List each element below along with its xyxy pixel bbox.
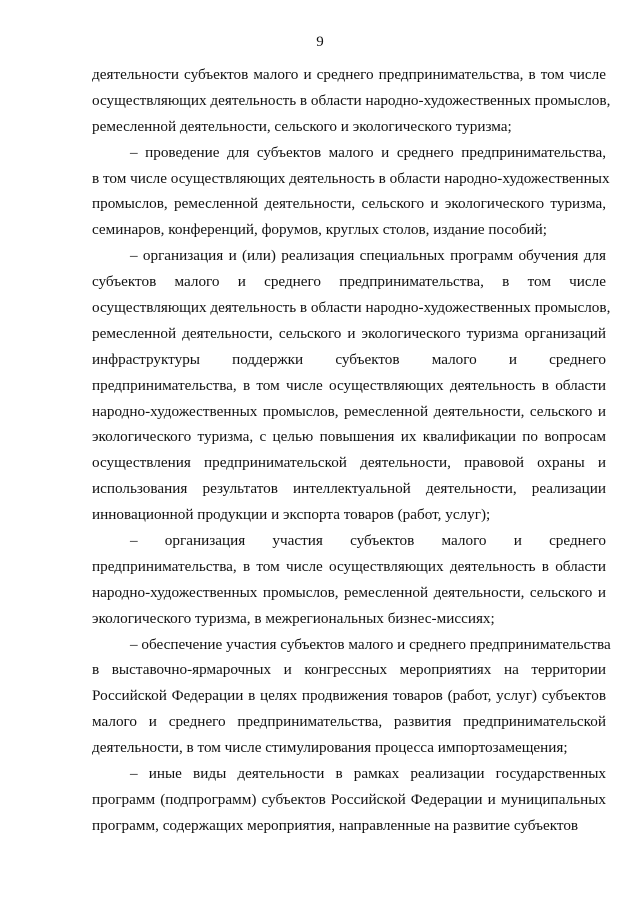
- text-line: экологического туризма, в межрегиональных бизнес-миссиях;: [92, 609, 495, 627]
- text-line: инновационной продукции и экспорта товаров (работ, услуг);: [92, 506, 491, 524]
- text-line: Российской Федерации в целях продвижения товаров (работ, услуг) субъектов: [92, 687, 606, 705]
- text-line: программ (подпрограмм) субъектов Российской Федерации и муниципальных: [92, 790, 606, 808]
- text-line: – организация и (или) реализация специальных программ обучения для: [130, 247, 606, 265]
- text-line: семинаров, конференций, форумов, круглых столов, издание пособий;: [92, 221, 548, 239]
- paragraph: [92, 528, 606, 632]
- paragraph: [92, 632, 611, 761]
- page-number: 9: [316, 34, 324, 50]
- text-line: – организация участия субъектов малого и среднего: [130, 532, 606, 550]
- paragraph: [92, 761, 606, 839]
- text-line: ремесленной деятельности, сельского и экологического туризма;: [92, 117, 512, 135]
- text-line: предпринимательства, в том числе осуществляющих деятельность в области: [92, 557, 606, 575]
- text-line: в выставочно-ярмарочных и конгрессных мероприятиях на территории: [92, 661, 606, 679]
- paragraph: [92, 243, 611, 528]
- text-line: осуществляющих деятельность в области народно-художественных промыслов,: [92, 299, 611, 317]
- paragraph: [92, 62, 611, 140]
- text-line: в том числе осуществляющих деятельность в области народно-художественных: [92, 169, 610, 187]
- text-line: деятельности субъектов малого и среднего предпринимательства, в том числе: [92, 66, 606, 83]
- text-line: деятельности, в том числе стимулирования процесса импортозамещения;: [92, 739, 568, 757]
- text-line: – проведение для субъектов малого и среднего предпринимательства,: [130, 143, 606, 161]
- text-line: ремесленной деятельности, сельского и экологического туризма организаций: [92, 324, 606, 342]
- text-line: осуществления предпринимательской деятельности, правовой охраны и: [92, 454, 606, 472]
- text-line: народно-художественных промыслов, ремесленной деятельности, сельского и: [92, 583, 606, 601]
- text-line: программ, содержащих мероприятия, направленные на развитие субъектов: [92, 816, 579, 834]
- text-line: предпринимательства, в том числе осуществляющих деятельность в области: [92, 376, 606, 394]
- text-line: промыслов, ремесленной деятельности, сельского и экологического туризма,: [92, 195, 606, 213]
- text-line: осуществляющих деятельность в области народно-художественных промыслов,: [92, 91, 611, 109]
- text-line: малого и среднего предпринимательства, развития предпринимательской: [92, 713, 606, 731]
- text-line: использования результатов интеллектуальной деятельности, реализации: [92, 480, 606, 498]
- text-line: инфраструктуры поддержки субъектов малого и среднего: [92, 350, 606, 368]
- paragraph: [92, 140, 610, 244]
- text-line: народно-художественных промыслов, ремесленной деятельности, сельского и: [92, 402, 606, 420]
- document-body: [92, 62, 611, 839]
- text-line: субъектов малого и среднего предпринимательства, в том числе: [92, 273, 606, 291]
- text-line: экологического туризма, с целью повышения их квалификации по вопросам: [92, 428, 606, 446]
- text-line: – иные виды деятельности в рамках реализации государственных: [130, 765, 606, 783]
- text-line: – обеспечение участия субъектов малого и среднего предпринимательства: [130, 635, 611, 653]
